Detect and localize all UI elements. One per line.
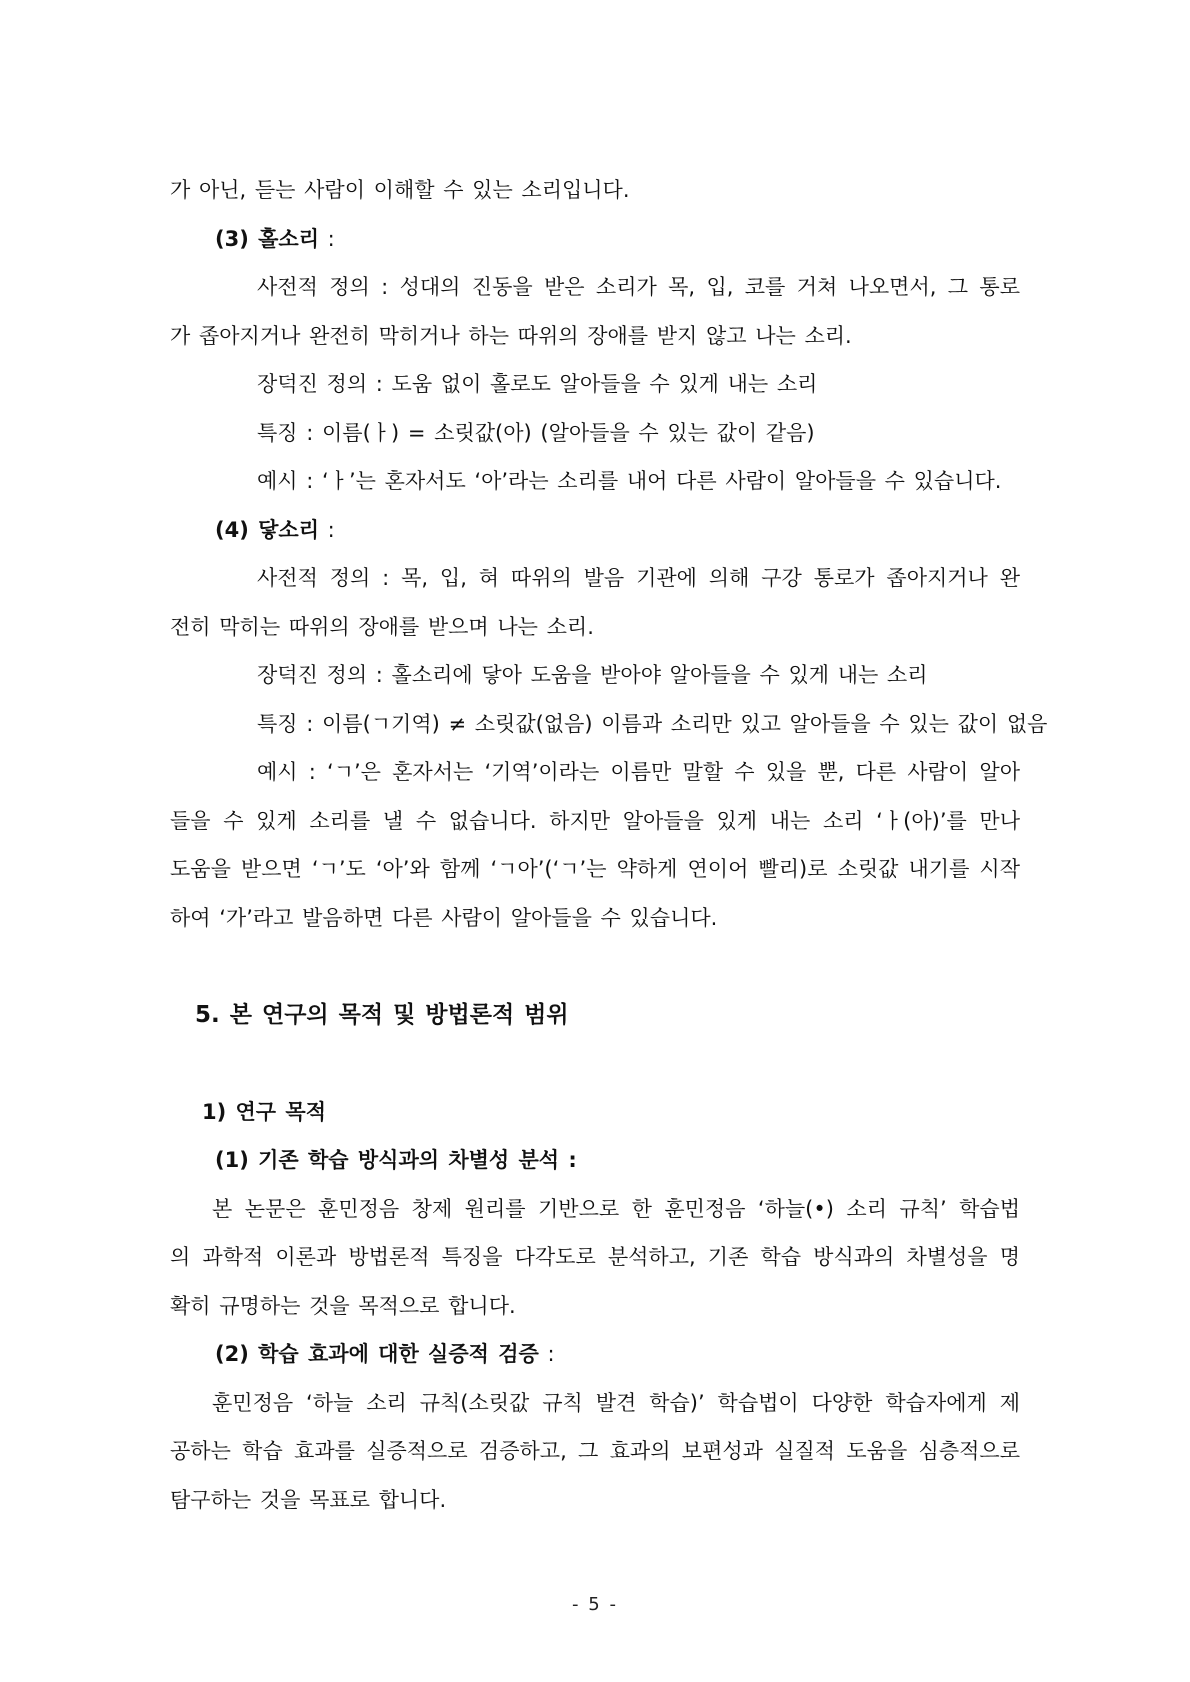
vowel-feature: 특징 : 이름(ㅏ) = 소릿값(아) (알아들을 수 있는 값이 같음) [257,420,815,445]
objective-1-body-line-3: 확히 규명하는 것을 목적으로 합니다. [170,1293,516,1318]
consonant-example-line-1: 예시 : ‘ㄱ’은 혼자서는 ‘기역’이라는 이름만 말할 수 있을 뿐, 다른 사람이 알아 [257,760,1020,784]
consonant-example-line-4: 하여 ‘가’라고 발음하면 다른 사람이 알아들을 수 있습니다. [170,905,718,930]
objective-1-body-line-1: 본 논문은 훈민정음 창제 원리를 기반으로 한 훈민정음 ‘하늘(•) 소리 규칙’ 학습법 [212,1196,1020,1221]
objective-1-title: (1) 기존 학습 방식과의 차별성 분석 : [215,1148,577,1172]
subsection-title: 1) 연구 목적 [202,1099,326,1124]
objective-1-body-line-2: 의 과학적 이론과 방법론적 특징을 다각도로 분석하고, 기존 학습 방식과의 차별성을 명 [170,1245,1020,1269]
consonant-item-colon: : [318,517,335,542]
page-number: - 5 - [572,1594,618,1615]
objective-2-body-line-2: 공하는 학습 효과를 실증적으로 검증하고, 그 효과의 보편성과 실질적 도움을 심층적으로 [170,1439,1020,1463]
objective-2-body-line-3: 탐구하는 것을 목표로 합니다. [170,1487,447,1512]
consonant-example-line-2: 들을 수 있게 소리를 낼 수 없습니다. 하지만 알아들을 있게 내는 소리 ‘ㅏ(아)’를 만나 [170,808,1020,833]
blank-line [170,942,1020,991]
continued-paragraph-tail: 가 아닌, 듣는 사람이 이해할 수 있는 소리입니다. [170,178,630,202]
vowel-item-colon: : [318,226,335,251]
consonant-dictionary-definition-line-1: 사전적 정의 : 목, 입, 혀 따위의 발음 기관에 의해 구강 통로가 좁아지거나 완 [257,566,1020,590]
vowel-dictionary-definition-line-2: 가 좁아지거나 완전히 막히거나 하는 따위의 장애를 받지 않고 나는 소리. [170,323,852,348]
vowel-item-label: (3) 홀소리 [215,226,319,251]
objective-2-body-line-1: 훈민정음 ‘하늘 소리 규칙(소릿값 규칙 발견 학습)’ 학습법이 다양한 학습자에게 제 [212,1390,1020,1415]
objective-2-colon: : [538,1342,555,1366]
objective-2-title [170,1330,1020,1379]
consonant-dictionary-definition-line-2: 전히 막히는 따위의 장애를 받으며 나는 소리. [170,614,594,639]
section-heading: 5. 본 연구의 목적 및 방법론적 범위 [195,1001,569,1028]
vowel-dictionary-definition-line-1: 사전적 정의 : 성대의 진동을 받은 소리가 목, 입, 코를 거쳐 나오면서, 그 통로 [257,275,1020,299]
consonant-jang-definition: 장덕진 정의 : 홀소리에 닿아 도움을 받아야 알아들을 수 있게 내는 소리 [257,663,928,687]
consonant-example-line-3: 도움을 받으면 ‘ㄱ’도 ‘아’와 함께 ‘ㄱ아’(‘ㄱ’는 약하게 연이어 빨리)로 소릿값 내기를 시작 [170,857,1020,881]
page-body [170,166,1048,1524]
consonant-item-title [170,506,1020,555]
vowel-jang-definition: 장덕진 정의 : 도움 없이 홀로도 알아들을 수 있게 내는 소리 [257,372,818,396]
objective-2-label: (2) 학습 효과에 대한 실증적 검증 [215,1342,539,1366]
vowel-item-title [170,215,1020,264]
consonant-item-label: (4) 닿소리 [215,517,319,542]
blank-line [170,1039,1020,1088]
consonant-feature: 특징 : 이름(ㄱ기역) ≠ 소릿값(없음) 이름과 소리만 있고 알아들을 수 있는 값이 없음 [257,711,1048,736]
vowel-example: 예시 : ‘ㅏ’는 혼자서도 ‘아’라는 소리를 내어 다른 사람이 알아들을 수 있습니다. [257,469,1002,493]
